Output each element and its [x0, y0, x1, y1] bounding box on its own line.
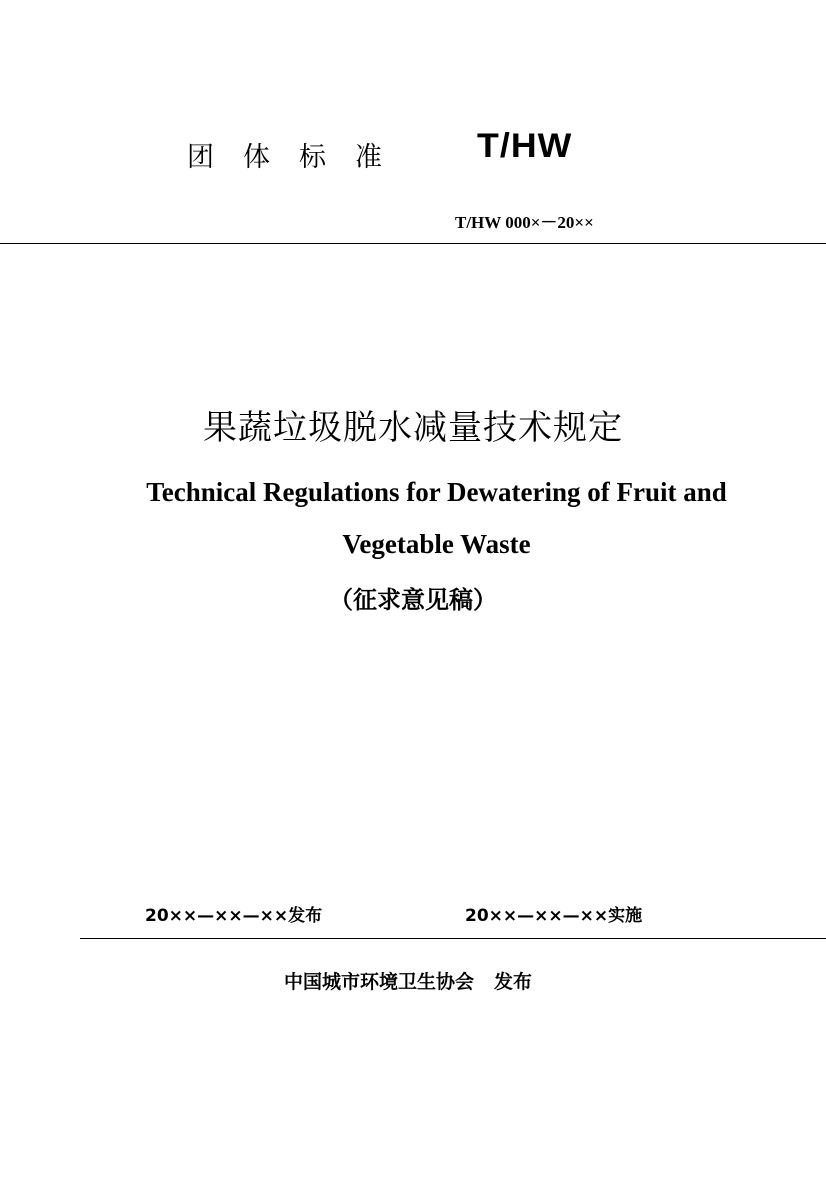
- title-english: Technical Regulations for Dewatering of Fruit and Vegetable Waste: [146, 477, 727, 559]
- publisher-name: 中国城市环境卫生协会: [284, 971, 475, 993]
- standard-code-logo: T/HW: [477, 127, 573, 165]
- draft-note: （征求意见稿）: [329, 586, 497, 614]
- issue-date: 20××—××—××发布: [145, 906, 323, 926]
- title-chinese: 果蔬垃圾脱水减量技术规定: [203, 408, 623, 448]
- standard-type-label: 团体标准: [187, 142, 411, 173]
- top-divider: [0, 243, 826, 244]
- publish-label: 发布: [494, 971, 533, 993]
- standard-number: T/HW 000×－20××: [455, 213, 594, 232]
- bottom-divider: [80, 938, 826, 939]
- implementation-date: 20××—××—××实施: [465, 906, 643, 926]
- publisher-line: [284, 967, 532, 994]
